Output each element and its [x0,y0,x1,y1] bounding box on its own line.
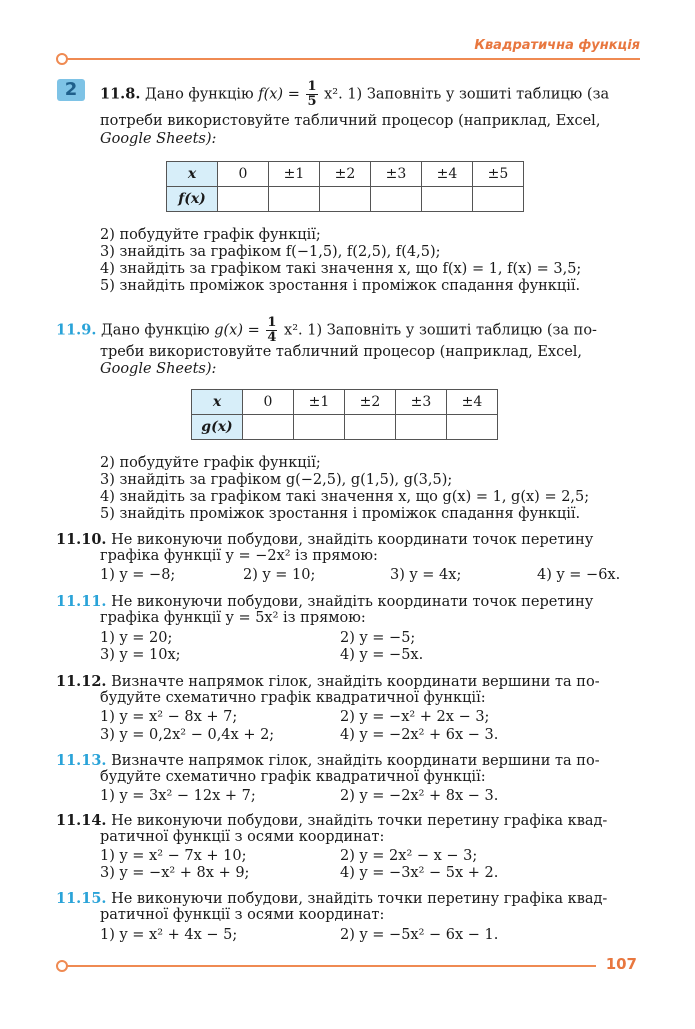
table-cell [345,415,396,440]
table-row [192,390,498,415]
ex-11-14-opt-1: 1) y = x² − 7x + 10; [100,848,247,864]
table-cell: ±1 [269,162,320,187]
ex-11-9-line3: Google Sheets): [100,361,217,377]
ex-11-9-fraction: $\frac{1}{4}$ [267,315,277,345]
ex-11-11-line1 [56,593,593,610]
ex-11-8-intro: Дано функцію [144,86,254,103]
ex-11-12-number: 11.12. [56,673,107,690]
ex-11-12-line1 [56,673,600,690]
ex-11-9-item-2: 2) побудуйте графік функції; [100,455,321,471]
ex-11-9-line2: треби використовуйте табличний процесор (наприклад, Excel, [100,344,583,360]
table-cell: ±3 [371,162,422,187]
ex-11-12-text: Визначте напрямок гілок, знайдіть координати вершини та по- [111,674,600,690]
ex-11-10-text: Не виконуючи побудови, знайдіть координати точок перетину [111,532,594,548]
table-cell [396,415,447,440]
table-cell: ±1 [294,390,345,415]
ex-11-8-line2: потреби використовуйте табличний процесор (наприклад, Excel, [100,113,601,129]
ex-11-12-opt-2: 2) y = −x² + 2x − 3; [340,709,490,725]
table-cell: 0 [218,162,269,187]
page-number: 107 [605,955,637,973]
table-header-cell: x [192,390,243,415]
ex-11-11-opt-4: 4) y = −5x. [340,647,424,663]
table-cell: ±3 [396,390,447,415]
ex-11-8-line1 [100,80,609,109]
table-cell: ±5 [473,162,524,187]
table-cell [447,415,498,440]
ex-11-8-value-table [166,161,524,212]
ex-11-8-fraction: $\frac{1}{5}$ [307,79,317,109]
table-row [167,162,524,187]
header-title: Квадратична функція [474,38,640,53]
ex-11-9-item-5: 5) знайдіть проміжок зростання і проміжок спадання функції. [100,506,581,522]
ex-11-15-opt-2: 2) y = −5x² − 6x − 1. [340,927,499,943]
ex-11-12-opt-3: 3) y = 0,2x² − 0,4x + 2; [100,727,275,743]
ex-11-14-opt-3: 3) y = −x² + 8x + 9; [100,865,250,881]
ex-11-10-opt-3: 3) y = 4x; [390,567,462,583]
ex-11-12-opt-4: 4) y = −2x² + 6x − 3. [340,727,499,743]
level-badge: 2 [57,79,85,101]
ex-11-14-text: Не виконуючи побудови, знайдіть точки перетину графіка квад- [111,813,608,829]
ex-11-14-number: 11.14. [56,812,107,829]
footer-rule [66,965,596,967]
table-cell: ±2 [345,390,396,415]
ex-11-11-text: Не виконуючи побудови, знайдіть координати точок перетину [111,594,594,610]
ex-11-8-number: 11.8. [100,85,141,103]
table-cell [294,415,345,440]
ex-11-11-opt-2: 2) y = −5; [340,630,416,646]
ex-11-13-opt-1: 1) y = 3x² − 12x + 7; [100,788,256,804]
ex-11-13-line2: будуйте схематично графік квадратичної функції: [100,769,486,785]
ex-11-14-opt-4: 4) y = −3x² − 5x + 2. [340,865,499,881]
table-cell [218,187,269,212]
ex-11-11-opt-1: 1) y = 20; [100,630,173,646]
ex-11-10-number: 11.10. [56,531,107,548]
table-cell [243,415,294,440]
ex-11-14-opt-2: 2) y = 2x² − x − 3; [340,848,478,864]
ex-11-10-line2: графіка функції y = −2x² із прямою: [100,548,378,564]
ex-11-13-opt-2: 2) y = −2x² + 8x − 3. [340,788,499,804]
ex-11-8-line3: Google Sheets): [100,131,217,147]
table-header-cell: f(x) [167,187,218,212]
ex-11-13-number: 11.13. [56,752,107,769]
ex-11-15-opt-1: 1) y = x² + 4x − 5; [100,927,238,943]
table-row [167,187,524,212]
table-cell [371,187,422,212]
ex-11-9-value-table [191,389,498,440]
table-cell [269,187,320,212]
ex-11-15-text: Не виконуючи побудови, знайдіть точки перетину графіка квад- [111,891,608,907]
ex-11-11-number: 11.11. [56,593,107,610]
table-cell: ±4 [447,390,498,415]
table-cell [422,187,473,212]
ex-11-8-item-3: 3) знайдіть за графіком f(−1,5), f(2,5), f(4,5); [100,244,441,260]
ex-11-10-opt-2: 2) y = 10; [243,567,316,583]
table-header-cell: x [167,162,218,187]
ex-11-9-intro: Дано функцію [100,322,210,339]
table-row [192,415,498,440]
table-cell: ±4 [422,162,473,187]
ex-11-13-text: Визначте напрямок гілок, знайдіть координати вершини та по- [111,753,600,769]
ex-11-9-item-4: 4) знайдіть за графіком такі значення x, що g(x) = 1, g(x) = 2,5; [100,489,590,505]
ex-11-8-item-2: 2) побудуйте графік функції; [100,227,321,243]
table-header-cell: g(x) [192,415,243,440]
ex-11-10-line1 [56,531,593,548]
ex-11-9-item-3: 3) знайдіть за графіком g(−2,5), g(1,5), g(3,5); [100,472,453,488]
ex-11-9-line1 [56,316,597,345]
ex-11-10-opt-1: 1) y = −8; [100,567,176,583]
ex-11-14-line2: ратичної функції з осями координат: [100,829,385,845]
table-cell [473,187,524,212]
ex-11-12-opt-1: 1) y = x² − 8x + 7; [100,709,238,725]
ex-11-8-fx: f(x) = [258,86,300,103]
ex-11-10-opt-4: 4) y = −6x. [537,567,621,583]
ex-11-11-line2: графіка функції y = 5x² із прямою: [100,610,366,626]
ex-11-15-line2: ратичної функції з осями координат: [100,907,385,923]
ex-11-11-opt-3: 3) y = 10x; [100,647,181,663]
ex-11-9-tail: x². 1) Заповніть у зошиті таблицю (за по- [284,322,597,339]
ex-11-12-line2: будуйте схематично графік квадратичної функції: [100,690,486,706]
ex-11-15-number: 11.15. [56,890,107,907]
ex-11-8-item-4: 4) знайдіть за графіком такі значення x, що f(x) = 1, f(x) = 3,5; [100,261,582,277]
table-cell [320,187,371,212]
ex-11-9-fx: g(x) = [214,322,260,339]
table-cell: ±2 [320,162,371,187]
table-cell: 0 [243,390,294,415]
ex-11-8-tail: x². 1) Заповніть у зошиті таблицю (за [324,86,610,103]
header-rule [66,58,640,60]
ex-11-9-number: 11.9. [56,321,97,339]
ex-11-13-line1 [56,752,600,769]
ex-11-14-line1 [56,812,607,829]
ex-11-8-item-5: 5) знайдіть проміжок зростання і проміжок спадання функції. [100,278,581,294]
ex-11-15-line1 [56,890,607,907]
